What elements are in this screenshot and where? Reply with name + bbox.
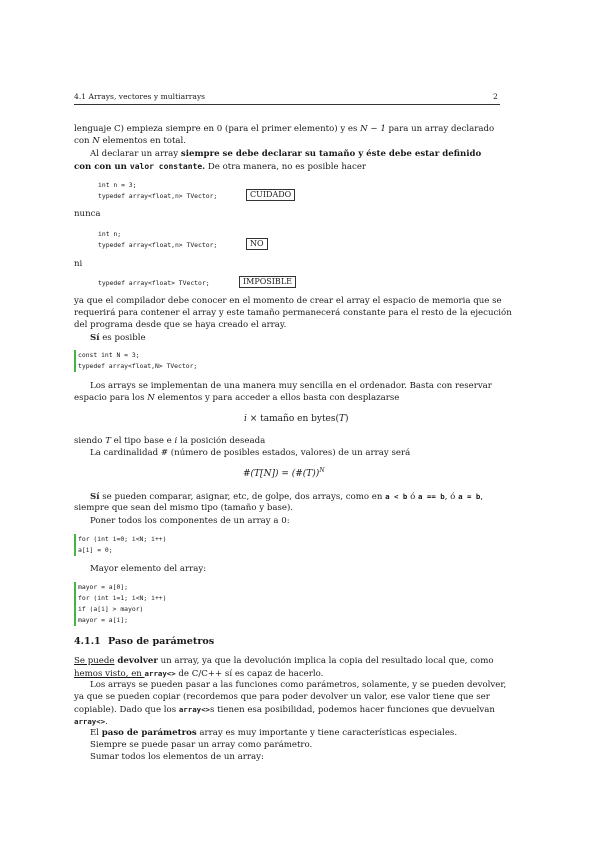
math-span: N − 1 (360, 124, 386, 134)
paragraph-line: Sumar todos los elementos de un array: (90, 752, 264, 762)
paragraph-line: del programa desde que se haya creado el array. (74, 320, 287, 330)
bold-span: Sí (90, 492, 100, 502)
code-line: int n; (98, 230, 122, 238)
math-span: T (339, 414, 346, 424)
paragraph-line: ni (74, 259, 83, 269)
text-span: × tamaño en bytes( (246, 414, 340, 424)
code-span: array<> (178, 705, 211, 714)
paragraph-line (74, 656, 494, 668)
paragraph-line (74, 716, 108, 729)
code-line: typedef array<float,N> TVector; (78, 362, 198, 370)
section-title: Paso de parámetros (108, 636, 215, 647)
bold-span: devolver (114, 656, 158, 666)
text-span: ó (407, 492, 419, 502)
paragraph-line: siempre que sean del mismo tipo (tamaño y base). (74, 503, 294, 513)
code-span: a < b (385, 492, 408, 501)
bold-span: Sí (90, 333, 100, 343)
code-line: typedef array<float,n> TVector; (98, 192, 218, 200)
text-span: se pueden comparar, asignar, etc, de golpe, dos arrays, como en (99, 492, 386, 502)
paragraph-line (74, 668, 323, 681)
code-line: mayor = a[i]; (78, 616, 129, 624)
code-line: int n = 3; (98, 181, 137, 189)
paragraph-line: Siempre se puede pasar un array como parámetro. (90, 740, 313, 750)
text-span: para un array declarado (385, 124, 495, 134)
paragraph-line: Los arrays se pueden pasar a las funciones como parámetros, solamente, y se pueden devolver, (90, 680, 507, 690)
paragraph-line (74, 136, 186, 148)
warning-box: NO (246, 238, 268, 250)
text-span: es posible (99, 333, 146, 343)
paragraph-line (74, 124, 494, 136)
running-header: 4.1 Arrays, vectores y multiarrays (74, 92, 206, 101)
bold-code-span: valor constante (129, 162, 203, 171)
formula (244, 414, 349, 424)
code-span: array<> (144, 669, 176, 678)
paragraph-line (74, 704, 495, 717)
text-span: con (74, 136, 93, 146)
math-span: i (244, 414, 247, 424)
code-line: typedef array<float> TVector; (98, 279, 210, 287)
text-span: Al declarar un array (90, 149, 181, 159)
code-span: a = b (458, 492, 481, 501)
text-span: . (105, 717, 108, 727)
paragraph-line: requerirá para contener el array y este tamaño permanecerá constante para el resto de la ejecución (74, 308, 512, 318)
code-block-bar (74, 534, 76, 556)
code-span: array<> (74, 717, 106, 726)
code-line: typedef array<float,n> TVector; (98, 241, 218, 249)
text-span: espacio para los (74, 393, 148, 403)
paragraph-line: La cardinalidad # (número de posibles estados, valores) de un array será (90, 448, 411, 458)
text-span: El (90, 728, 102, 738)
paragraph-line: Poner todos los componentes de un array a 0: (90, 516, 290, 526)
text-span: la posición deseada (177, 436, 266, 446)
paragraph-line: ya que se pueden copiar (recordemos que para poder devolver un valor, ese valor tiene que ser (74, 692, 490, 702)
bold-span: paso de parámetros (101, 728, 197, 738)
text-span: , ó (444, 492, 459, 502)
text-span: copiable). Dado que los (74, 705, 179, 715)
warning-box: IMPOSIBLE (239, 276, 296, 288)
text-span: s tienen esa posibilidad, podemos hacer funciones que devuelvan (210, 705, 495, 715)
underlined-span: hemos visto, en (74, 669, 145, 679)
code-line: for (int i=1; i<N; i++) (78, 594, 167, 602)
paragraph-line (90, 333, 146, 345)
text-span: de C/C++ sí es capaz de hacerlo. (175, 669, 324, 679)
code-line: for (int i=0; i<N; i++) (78, 535, 167, 543)
text-span: elementos y para acceder a ellos basta con desplazarse (154, 393, 400, 403)
bold-span: . (202, 162, 206, 172)
code-line: const int N = 3; (78, 351, 140, 359)
code-line: a[i] = 0; (78, 546, 113, 554)
code-line: if (a[i] > mayor) (78, 605, 144, 613)
code-block-bar (74, 350, 76, 372)
code-line: mayor = a[0]; (78, 583, 129, 591)
warning-box: CUIDADO (246, 189, 295, 201)
bold-span: siempre se debe declarar su tamaño y éste debe estar definido (180, 149, 482, 159)
paragraph-line: Los arrays se implementan de una manera muy sencilla en el ordenador. Basta con reservar (90, 381, 492, 391)
formula (243, 469, 325, 479)
header-rule (74, 104, 500, 105)
math-exponent: N (319, 467, 325, 474)
paragraph-line (90, 728, 457, 740)
math-span: N (147, 393, 155, 403)
section-number: 4.1.1 (74, 636, 101, 647)
text-span: ) (345, 414, 349, 424)
page-number: 2 (493, 92, 498, 101)
paragraph-line (90, 491, 483, 504)
code-block-bar (74, 582, 76, 626)
math-span: T (105, 436, 111, 446)
paragraph-line (74, 393, 399, 405)
text-span: el tipo base e (110, 436, 175, 446)
text-span: array es muy importante y tiene características especiales. (196, 728, 458, 738)
bold-span: con con un (74, 162, 130, 172)
text-span: De otra manera, no es posible hacer (205, 162, 367, 172)
paragraph-line: Mayor elemento del array: (90, 564, 207, 574)
text-span: un array, ya que la devolución implica la copia del resultado local que, como (157, 656, 494, 666)
text-span: lenguaje C) empieza siempre en 0 (para el primer elemento) y es (74, 124, 361, 134)
paragraph-line (74, 436, 265, 448)
paragraph-line (74, 161, 366, 174)
math-span: i (174, 436, 178, 446)
paragraph-line: ya que el compilador debe conocer en el momento de crear el array el espacio de memoria que se (74, 296, 502, 306)
math-span: N (92, 136, 100, 146)
code-span: a == b (418, 492, 445, 501)
math-span: #(T[N]) = (#(T)) (243, 469, 320, 479)
text-span: , (480, 492, 484, 502)
paragraph-line: nunca (74, 209, 101, 219)
text-span: elementos en total. (99, 136, 187, 146)
text-span: siendo (74, 436, 106, 446)
underlined-span: Se puede (74, 656, 115, 666)
paragraph-line (90, 149, 481, 161)
